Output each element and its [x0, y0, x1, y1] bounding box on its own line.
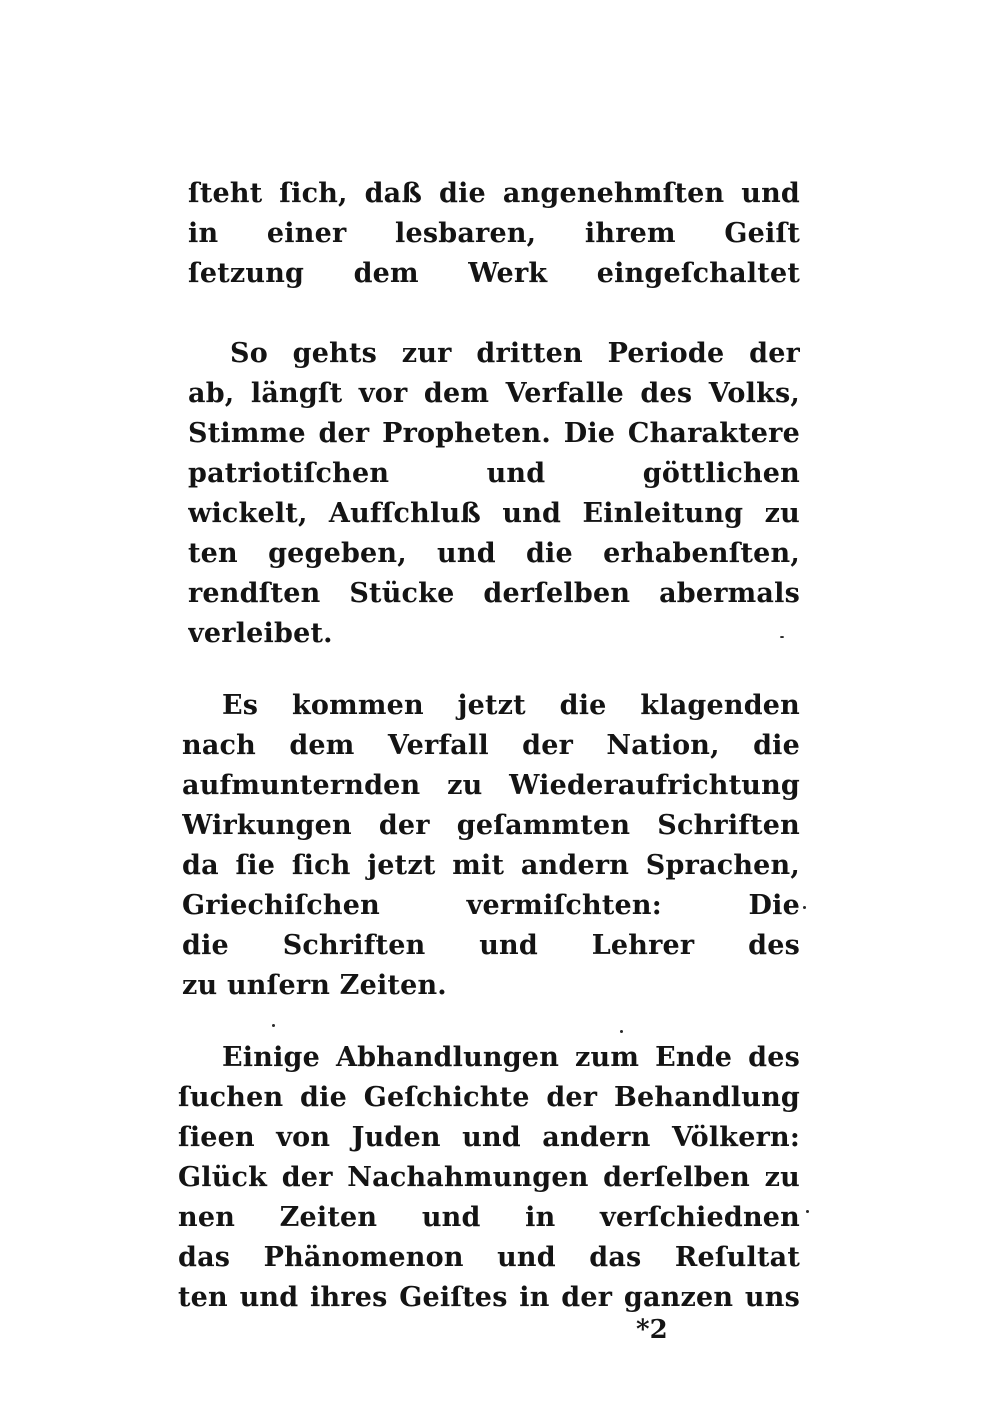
text-line: [0, 1278, 1000, 1318]
line-text: nen Zeiten und in verſchiednen: [178, 1202, 800, 1233]
text-line: [0, 726, 1000, 766]
line-text: ſuchen die Geſchichte der Behandlung: [178, 1082, 800, 1113]
text-line: [0, 254, 1000, 294]
scan-speck: [806, 1210, 809, 1213]
text-line: [0, 766, 1000, 806]
line-text: ten und ihres Geiſtes in der ganzen uns: [178, 1282, 800, 1313]
line-text: das Phänomenon und das Reſultat: [178, 1242, 800, 1273]
text-line: [0, 846, 1000, 886]
line-text: zu unſern Zeiten.: [182, 970, 447, 1001]
text-line: [0, 374, 1000, 414]
text-line: [0, 534, 1000, 574]
text-line: [0, 614, 1000, 654]
text-line: [0, 214, 1000, 254]
scan-speck: [803, 906, 806, 909]
line-text: aufmunternden zu Wiederaufrichtung: [182, 770, 800, 801]
line-text: ten gegeben, und die erhabenſten,: [188, 538, 800, 569]
text-line: [0, 494, 1000, 534]
line-text: Es kommen jetzt die klagenden: [222, 690, 800, 721]
scan-speck: [780, 636, 784, 638]
text-line: [0, 334, 1000, 374]
signature-mark: *2: [636, 1315, 668, 1345]
line-text: da ſie ſich jetzt mit andern Sprachen,: [182, 850, 800, 881]
line-text: wickelt, Aufſchluß und Einleitung zu: [188, 498, 800, 529]
scan-speck: [620, 1030, 623, 1033]
line-text: die Schriften und Lehrer des: [182, 930, 800, 961]
text-line: [0, 1078, 1000, 1118]
text-line: [0, 926, 1000, 966]
text-line: [0, 886, 1000, 926]
text-line: [0, 1158, 1000, 1198]
line-text: in einer lesbaren, ihrem Geiſt: [188, 218, 800, 249]
text-line: [0, 574, 1000, 614]
line-text: Einige Abhandlungen zum Ende des: [222, 1042, 800, 1073]
line-text: verleibet.: [188, 618, 333, 649]
text-line: [0, 454, 1000, 494]
line-text: rendſten Stücke derſelben abermals: [188, 578, 800, 609]
text-line: [0, 806, 1000, 846]
text-line: [0, 1198, 1000, 1238]
line-text: ſieen von Juden und andern Völkern:: [178, 1122, 800, 1153]
text-line: [0, 174, 1000, 214]
text-line: [0, 686, 1000, 726]
text-line: [0, 1038, 1000, 1078]
line-text: ſetzung dem Werk eingeſchaltet: [188, 258, 800, 289]
line-text: patriotiſchen und göttlichen: [188, 458, 800, 489]
line-text: Glück der Nachahmungen derſelben zu: [178, 1162, 800, 1193]
text-line: [0, 1238, 1000, 1278]
scan-speck: [272, 1024, 275, 1027]
text-line: [0, 414, 1000, 454]
line-text: Griechiſchen vermiſchten: Die: [182, 890, 800, 921]
text-line: [0, 1118, 1000, 1158]
line-text: Wirkungen der geſammten Schriften: [182, 810, 800, 841]
line-text: Stimme der Propheten. Die Charaktere: [188, 418, 800, 449]
line-text: ab, längſt vor dem Verfalle des Volks,: [188, 378, 800, 409]
text-line: [0, 966, 1000, 1006]
line-text: nach dem Verfall der Nation, die: [182, 730, 800, 761]
line-text: ſteht ſich, daß die angenehmſten und: [188, 178, 800, 209]
line-text: So gehts zur dritten Periode der: [230, 338, 800, 369]
